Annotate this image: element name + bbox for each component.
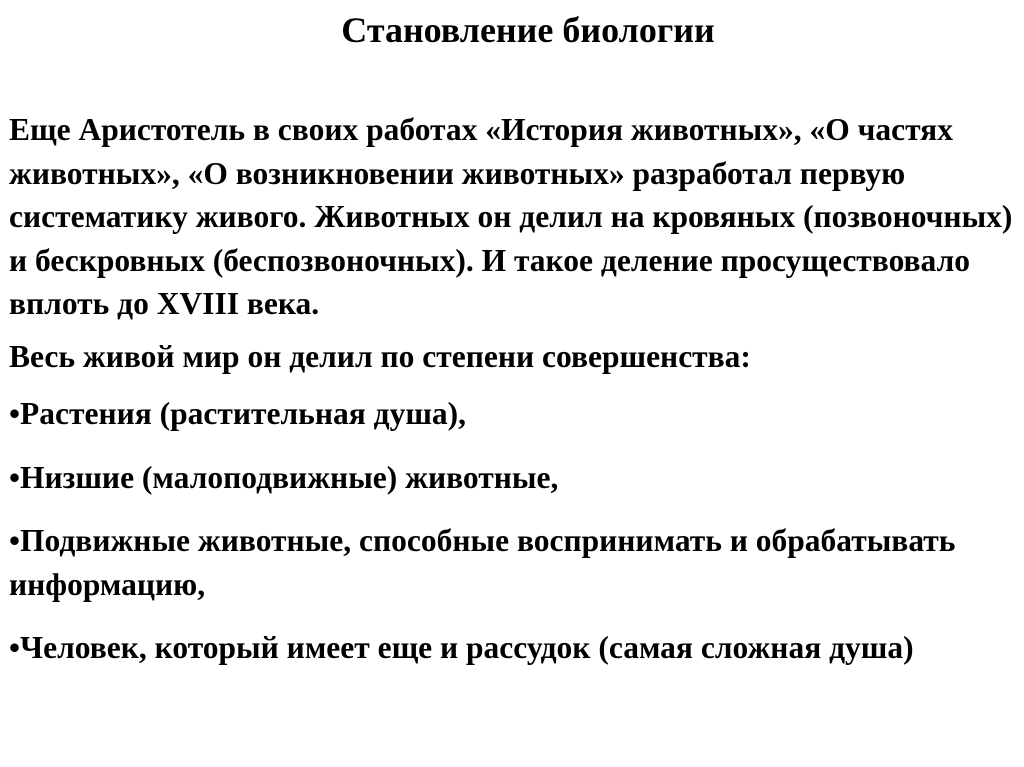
- bullet-item-lower-animals: •Низшие (малоподвижные) животные,: [9, 459, 559, 495]
- intro-paragraph: Еще Аристотель в своих работах «История животных», «О частях животных», «О возникновении животных» разработал первую систематику живого. Животных он делил на кровяных (позвоночных) и бескровных (беспозвоночных). И такое деление просуществовало вплоть до XVIII века.: [9, 112, 1013, 321]
- bullet-item-plants: •Растения (растительная душа),: [9, 396, 467, 431]
- slide-body: [9, 108, 1015, 670]
- bullet-item-human: •Человек, который имеет еще и рассудок (самая сложная душа): [9, 630, 914, 665]
- lead-paragraph: Весь живой мир он делил по степени совершенства:: [9, 338, 751, 374]
- bullet-list: [9, 392, 1015, 670]
- bullet-item-mobile-animals: •Подвижные животные, способные воспринимать и обрабатывать информацию,: [9, 523, 956, 602]
- slide-title: Становление биологии: [341, 10, 715, 50]
